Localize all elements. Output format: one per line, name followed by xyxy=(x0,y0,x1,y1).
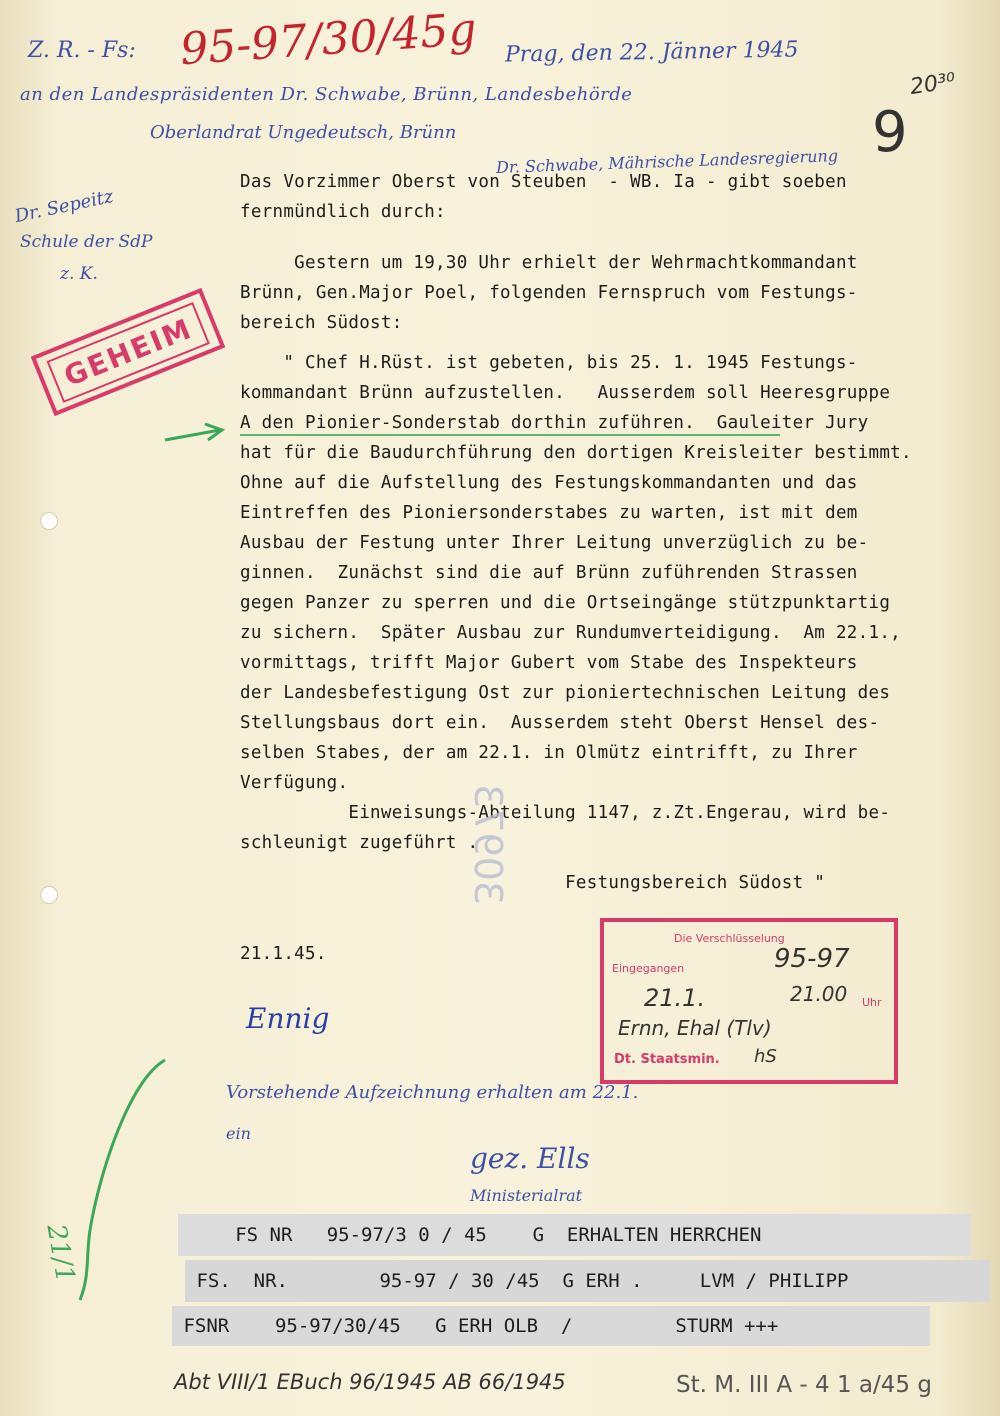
header-left-note: Z. R. - Fs: xyxy=(28,38,136,63)
body-line: Ausbau der Festung unter Ihrer Leitung unverzüglich zu be- xyxy=(240,533,869,553)
left-margin-note1: Dr. Sepeitz xyxy=(12,185,116,228)
body-line: schleunigt zugeführt . xyxy=(240,833,479,853)
stamp-line3: Uhr xyxy=(862,996,882,1009)
header-line2: an den Landespräsidenten Dr. Schwabe, Brünn, Landesbehörde xyxy=(20,84,633,105)
green-underline xyxy=(240,434,780,436)
document-date: 21.1.45. xyxy=(240,944,327,964)
body-line: ginnen. Zunächst sind die auf Brünn zuführenden Strassen xyxy=(240,563,858,583)
body-line: kommandant Brünn aufzustellen. Ausserdem soll Heeresgruppe xyxy=(240,383,891,403)
body-line: A den Pionier-Sonderstab dorthin zuführen. Gauleiter Jury xyxy=(240,413,869,433)
teletype-strip-3: FSNR 95-97/30/45 G ERH OLB / STURM +++ xyxy=(172,1306,930,1346)
body-line: Verfügung. xyxy=(240,773,349,793)
stamp-ref: 95-97 xyxy=(774,944,850,974)
time-top-right: 20³⁰ xyxy=(908,68,958,101)
body-line: der Landesbefestigung Ost zur pioniertechnischen Leitung des xyxy=(240,683,891,703)
stamp-date: 21.1. xyxy=(644,984,706,1012)
body-line: Brünn, Gen.Major Poel, folgenden Fernspruch vom Festungs- xyxy=(240,283,858,303)
body-line: Gestern um 19,30 Uhr erhielt der Wehrmachtkommandant xyxy=(240,253,858,273)
header-line4: Dr. Schwabe, Mährische Landesregierung xyxy=(495,146,839,177)
left-margin-note2: Schule der SdP xyxy=(20,232,153,252)
header-line3: Oberlandrat Ungedeutsch, Brünn xyxy=(150,122,457,143)
stamp-time: 21.00 xyxy=(790,982,848,1006)
number-stamp: 30973 xyxy=(466,784,510,905)
body-line: Das Vorzimmer Oberst von Steuben - WB. Ia - gibt soeben xyxy=(240,172,847,192)
stamp-dept: Dt. Staatsmin. xyxy=(614,1052,720,1067)
body-line: Stellungsbaus dort ein. Ausserdem steht Oberst Hensel des- xyxy=(240,713,880,733)
body-line: bereich Südost: xyxy=(240,313,403,333)
body-line: vormittags, trifft Major Gubert vom Stabe des Inspekteurs xyxy=(240,653,858,673)
geheim-stamp-text: GEHEIM xyxy=(46,301,210,402)
footer-stamp-ref: St. M. III A - 4 1 a/45 g xyxy=(676,1372,932,1398)
header-place-date: Prag, den 22. Jänner 1945 xyxy=(504,37,799,68)
body-line: Einweisungs-Abteilung 1147, z.Zt.Engerau, wird be- xyxy=(240,803,891,823)
stamp-line1: Die Verschlüsselung xyxy=(674,932,785,945)
body-line: zu sichern. Später Ausbau zur Rundumverteidigung. Am 22.1., xyxy=(240,623,901,643)
bottom-note2: ein xyxy=(226,1124,251,1143)
stamp-names: Ernn, Ehal (Tlv) xyxy=(618,1016,772,1040)
punch-hole-bottom xyxy=(40,886,58,904)
page-number: 9 xyxy=(872,100,908,165)
punch-hole-top xyxy=(40,512,58,530)
footer-pencil-note: Abt VIII/1 EBuch 96/1945 AB 66/1945 xyxy=(174,1370,566,1394)
bottom-signature-title: Ministerialrat xyxy=(470,1186,583,1205)
body-line: Ohne auf die Aufstellung des Festungskommandanten und das xyxy=(240,473,858,493)
geheim-stamp xyxy=(31,288,226,416)
stamp-line2: Eingegangen xyxy=(612,962,685,975)
left-margin-note3: z. K. xyxy=(60,264,98,284)
green-mark-icon xyxy=(160,420,230,450)
teletype-strip-1: FS NR 95-97/3 0 / 45 G ERHALTEN HERRCHEN xyxy=(178,1214,971,1256)
bottom-signature: gez. Ells xyxy=(470,1142,590,1175)
header-reference-red: 95-97/30/45g xyxy=(178,3,479,76)
body-line: " Chef H.Rüst. ist gebeten, bis 25. 1. 1945 Festungs- xyxy=(240,353,858,373)
teletype-strip-2: FS. NR. 95-97 / 30 /45 G ERH . LVM / PHILIPP xyxy=(185,1260,990,1302)
bottom-note1: Vorstehende Aufzeichnung erhalten am 22.1. xyxy=(226,1082,639,1103)
body-line: Eintreffen des Pioniersonderstabes zu warten, ist mit dem xyxy=(240,503,858,523)
green-note: 21/1 xyxy=(40,1222,81,1285)
body-line: gegen Panzer zu sperren und die Ortseingänge stützpunktartig xyxy=(240,593,891,613)
body-line: hat für die Baudurchführung den dortigen Kreisleiter bestimmt. xyxy=(240,443,912,463)
body-line: fernmündlich durch: xyxy=(240,202,446,222)
received-stamp xyxy=(600,918,898,1084)
stamp-initials: hS xyxy=(754,1046,777,1067)
body-line: Festungsbereich Südost " xyxy=(240,873,826,893)
signature: Ennig xyxy=(246,1002,330,1035)
body-line: selben Stabes, der am 22.1. in Olmütz eintrifft, zu Ihrer xyxy=(240,743,858,763)
